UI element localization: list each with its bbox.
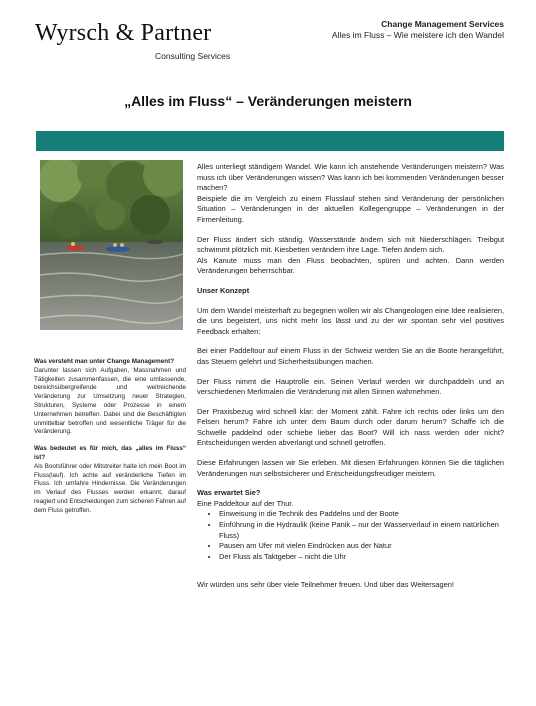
- sidebar-answer-1: Darunter lassen sich Aufgaben, Massnahmen und Tätigkeiten zusammenfassen, die eine umfassende, bereichsübergreifende und weitreichende Veränderung zur Umsetzung neuer Strategien, Strukturen, Systeme oder Prozesse in einem Unternehmen betreffen. Dabei sind die Beschäftigten unmittelbar betroffen und wesentliche Träger für die Veränderung.: [34, 366, 186, 436]
- expectations-list: [197, 509, 504, 562]
- closing-paragraph: Wir würden uns sehr über viele Teilnehmer freuen. Und über das Weitersagen!: [197, 580, 454, 590]
- list-item: • Pausen am Ufer mit vielen Eindrücken aus der Natur: [219, 541, 504, 552]
- sidebar-question-2: Was bedeutet es für mich, das „alles im Fluss“ ist?: [34, 445, 186, 461]
- river-photo-image: [40, 160, 183, 330]
- list-item: • Einführung in die Hydraulik (keine Panik – nur der Wasserverlauf in einem natürlichen Fluss): [219, 520, 504, 541]
- river-role-paragraph: Der Fluss nimmt die Hauptrolle ein. Seinen Verlauf werden wir durchpaddeln und an verschiedenen Merkmalen die Veränderung mit allen Sinnen wahrnehmen.: [197, 376, 504, 397]
- river-photo: [40, 160, 183, 330]
- header-service-title: Change Management Services: [381, 19, 504, 29]
- intro-paragraph: Alles unterliegt ständigem Wandel. Wie kann ich anstehende Veränderungen meistern? Was muss ich über Veränderungen wissen? Was kann ich bei kommenden Veränderungen besser machen?: [197, 162, 504, 193]
- heading-expectations: Was erwartet Sie?: [197, 488, 261, 498]
- examples-paragraph: Beispiele die im Vergleich zu einem Flusslauf stehen sind Veränderung der persönlichen Situation – Veränderungen in der aktuellen Kollegengruppe – Veränderungen in der Firmenleitung.: [197, 193, 504, 224]
- practice-paragraph: Der Praxisbezug wird schnell klar: der Moment zählt. Fahre ich rechts oder links um den Felsen herum? Fahre ich unter dem Baum durch oder darum herum? Schaffe ich die Schwelle paddelnd oder schiebe lieber das Boot? Will ich nass werden oder nicht? Entscheidungen werden abverlangt und schnell getroffen.: [197, 406, 504, 448]
- brand-name: Wyrsch & Partner: [35, 20, 212, 46]
- teal-divider-bar: [36, 131, 504, 151]
- main-text: [197, 162, 504, 591]
- brand-logo: [35, 20, 211, 46]
- brand-subtitle: Consulting Services: [155, 51, 231, 61]
- sidebar-answer-2: Als Bootsführer oder Mitstreiter halte ich mein Boot im Fluss(lauf). Ich achte auf veränderliche Tiefen im Fluss. Ich umfahre Hindernisse. Die Veränderungen im Verlauf des Flusses werden erkannt, darauf reagiert und Entscheidungen zum sicheren Fahren auf dem Fluss getroffen.: [34, 462, 186, 514]
- sidebar-question-1: Was versteht man unter Change Management?: [34, 358, 175, 365]
- canoeist-paragraph: Als Kanute muss man den Fluss beobachten, spüren und achten. Dann werden Veränderungen beherrschbar.: [197, 255, 504, 276]
- heading-concept: Unser Konzept: [197, 285, 250, 295]
- concept-paragraph: Um dem Wandel meisterhaft zu begegnen wollen wir als Changeologen eine Idee realisieren, die uns begeistert, uns nicht mehr los lässt und zu der wir spontan sehr viel positives Feedback erhalten:: [197, 305, 504, 336]
- experience-paragraph: Diese Erfahrungen lassen wir Sie erleben. Mit diesen Erfahrungen können Sie die täglichen Veränderungen nun selbstsicherer und Entscheidungsfreudiger meistern.: [197, 458, 504, 478]
- tour-paragraph: Bei einer Paddeltour auf einem Fluss in der Schweiz werden Sie an die Boote herangeführt, das Steuern gelehrt und Sicherheitsübungen machen.: [197, 346, 504, 366]
- sidebar-text: [34, 358, 186, 516]
- list-item: • Der Fluss als Taktgeber – nicht die Uhr: [219, 552, 504, 563]
- page-title: „Alles im Fluss“ – Veränderungen meistern: [124, 93, 412, 109]
- list-item: • Einweisung in die Technik des Paddelns und der Boote: [219, 509, 504, 520]
- header-service-subtitle: Alles im Fluss – Wie meistere ich den Wandel: [331, 30, 504, 40]
- tour-location: Eine Paddeltour auf der Thur.: [197, 498, 294, 508]
- header-right: [332, 19, 504, 41]
- river-changes-paragraph: Der Fluss ändert sich ständig. Wasserstände ändern sich mit Niederschlägen. Treibgut schwimmt plötzlich mit. Kiesbetten verändern ihre Lage. Tiefen ändern sich.: [197, 234, 504, 255]
